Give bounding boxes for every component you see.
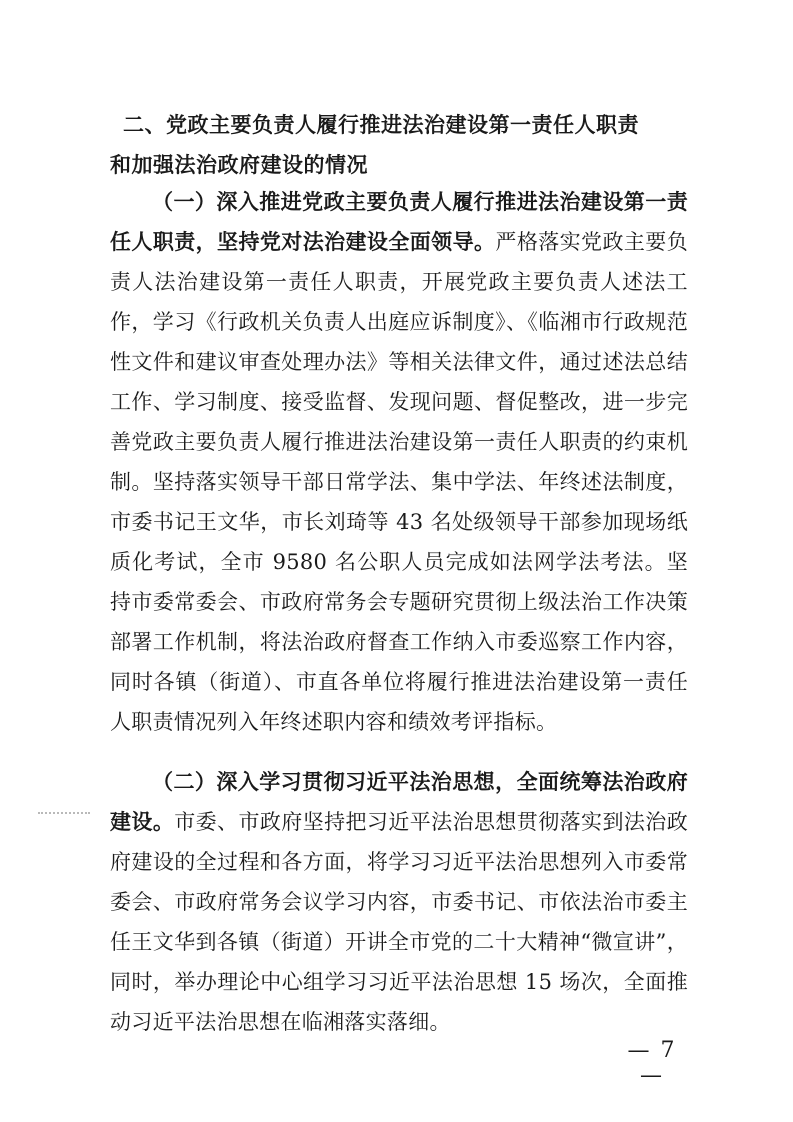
section-heading-line-2: 和加强法治政府建设的情况 — [110, 153, 368, 177]
paragraph-2-lead: （二）深入学习贯彻习近平法治思想，全面统筹法治政府建设。 — [110, 770, 688, 834]
paragraph-1 — [110, 182, 688, 742]
scan-artifact — [38, 812, 90, 816]
section-heading-line-1: 二、党政主要负责人履行推进法治建设第一责任人职责 — [123, 113, 639, 137]
paragraph-1-lead: （一）深入推进党政主要负责人履行推进法治建设第一责任人职责，坚持党对法治建设全面领导。 — [110, 190, 688, 254]
paragraph-2 — [110, 762, 688, 1042]
page-number: — 7 — — [627, 1038, 677, 1088]
section-heading — [110, 105, 693, 185]
paragraph-2-body: 市委、市政府坚持把习近平法治思想贯彻落实到法治政府建设的全过程和各方面，将学习习近平法治思想列入市委常委会、市政府常务会议学习内容，市委书记、市依法治市委主任王文华到各镇（街道）开讲全市党的二十大精神“微宣讲”，同时，举办理论中心组学习习近平法治思想 15 场次，全面推动习近平法治思想在临湘落实落细。 — [110, 810, 688, 1034]
paragraph-1-body: 严格落实党政主要负责人法治建设第一责任人职责，开展党政主要负责人述法工作，学习《行政机关负责人出庭应诉制度》、《临湘市行政规范性文件和建议审查处理办法》等相关法律文件，通过述法总结工作、学习制度、接受监督、发现问题、督促整改，进一步完善党政主要负责人履行推进法治建设第一责任人职责的约束机制。坚持落实领导干部日常学法、集中学法、年终述法制度，市委书记王文华，市长刘琦等 43 名处级领导干部参加现场纸质化考试，全市 9580 名公职人员完成如法网学法考法。坚持市委常委会、市政府常务会专题研究贯彻上级法治工作决策部署工作机制，将法治政府督查工作纳入市委巡察工作内容，同时各镇（街道）、市直各单位将履行推进法治建设第一责任人职责情况列入年终述职内容和绩效考评指标。 — [110, 230, 688, 734]
